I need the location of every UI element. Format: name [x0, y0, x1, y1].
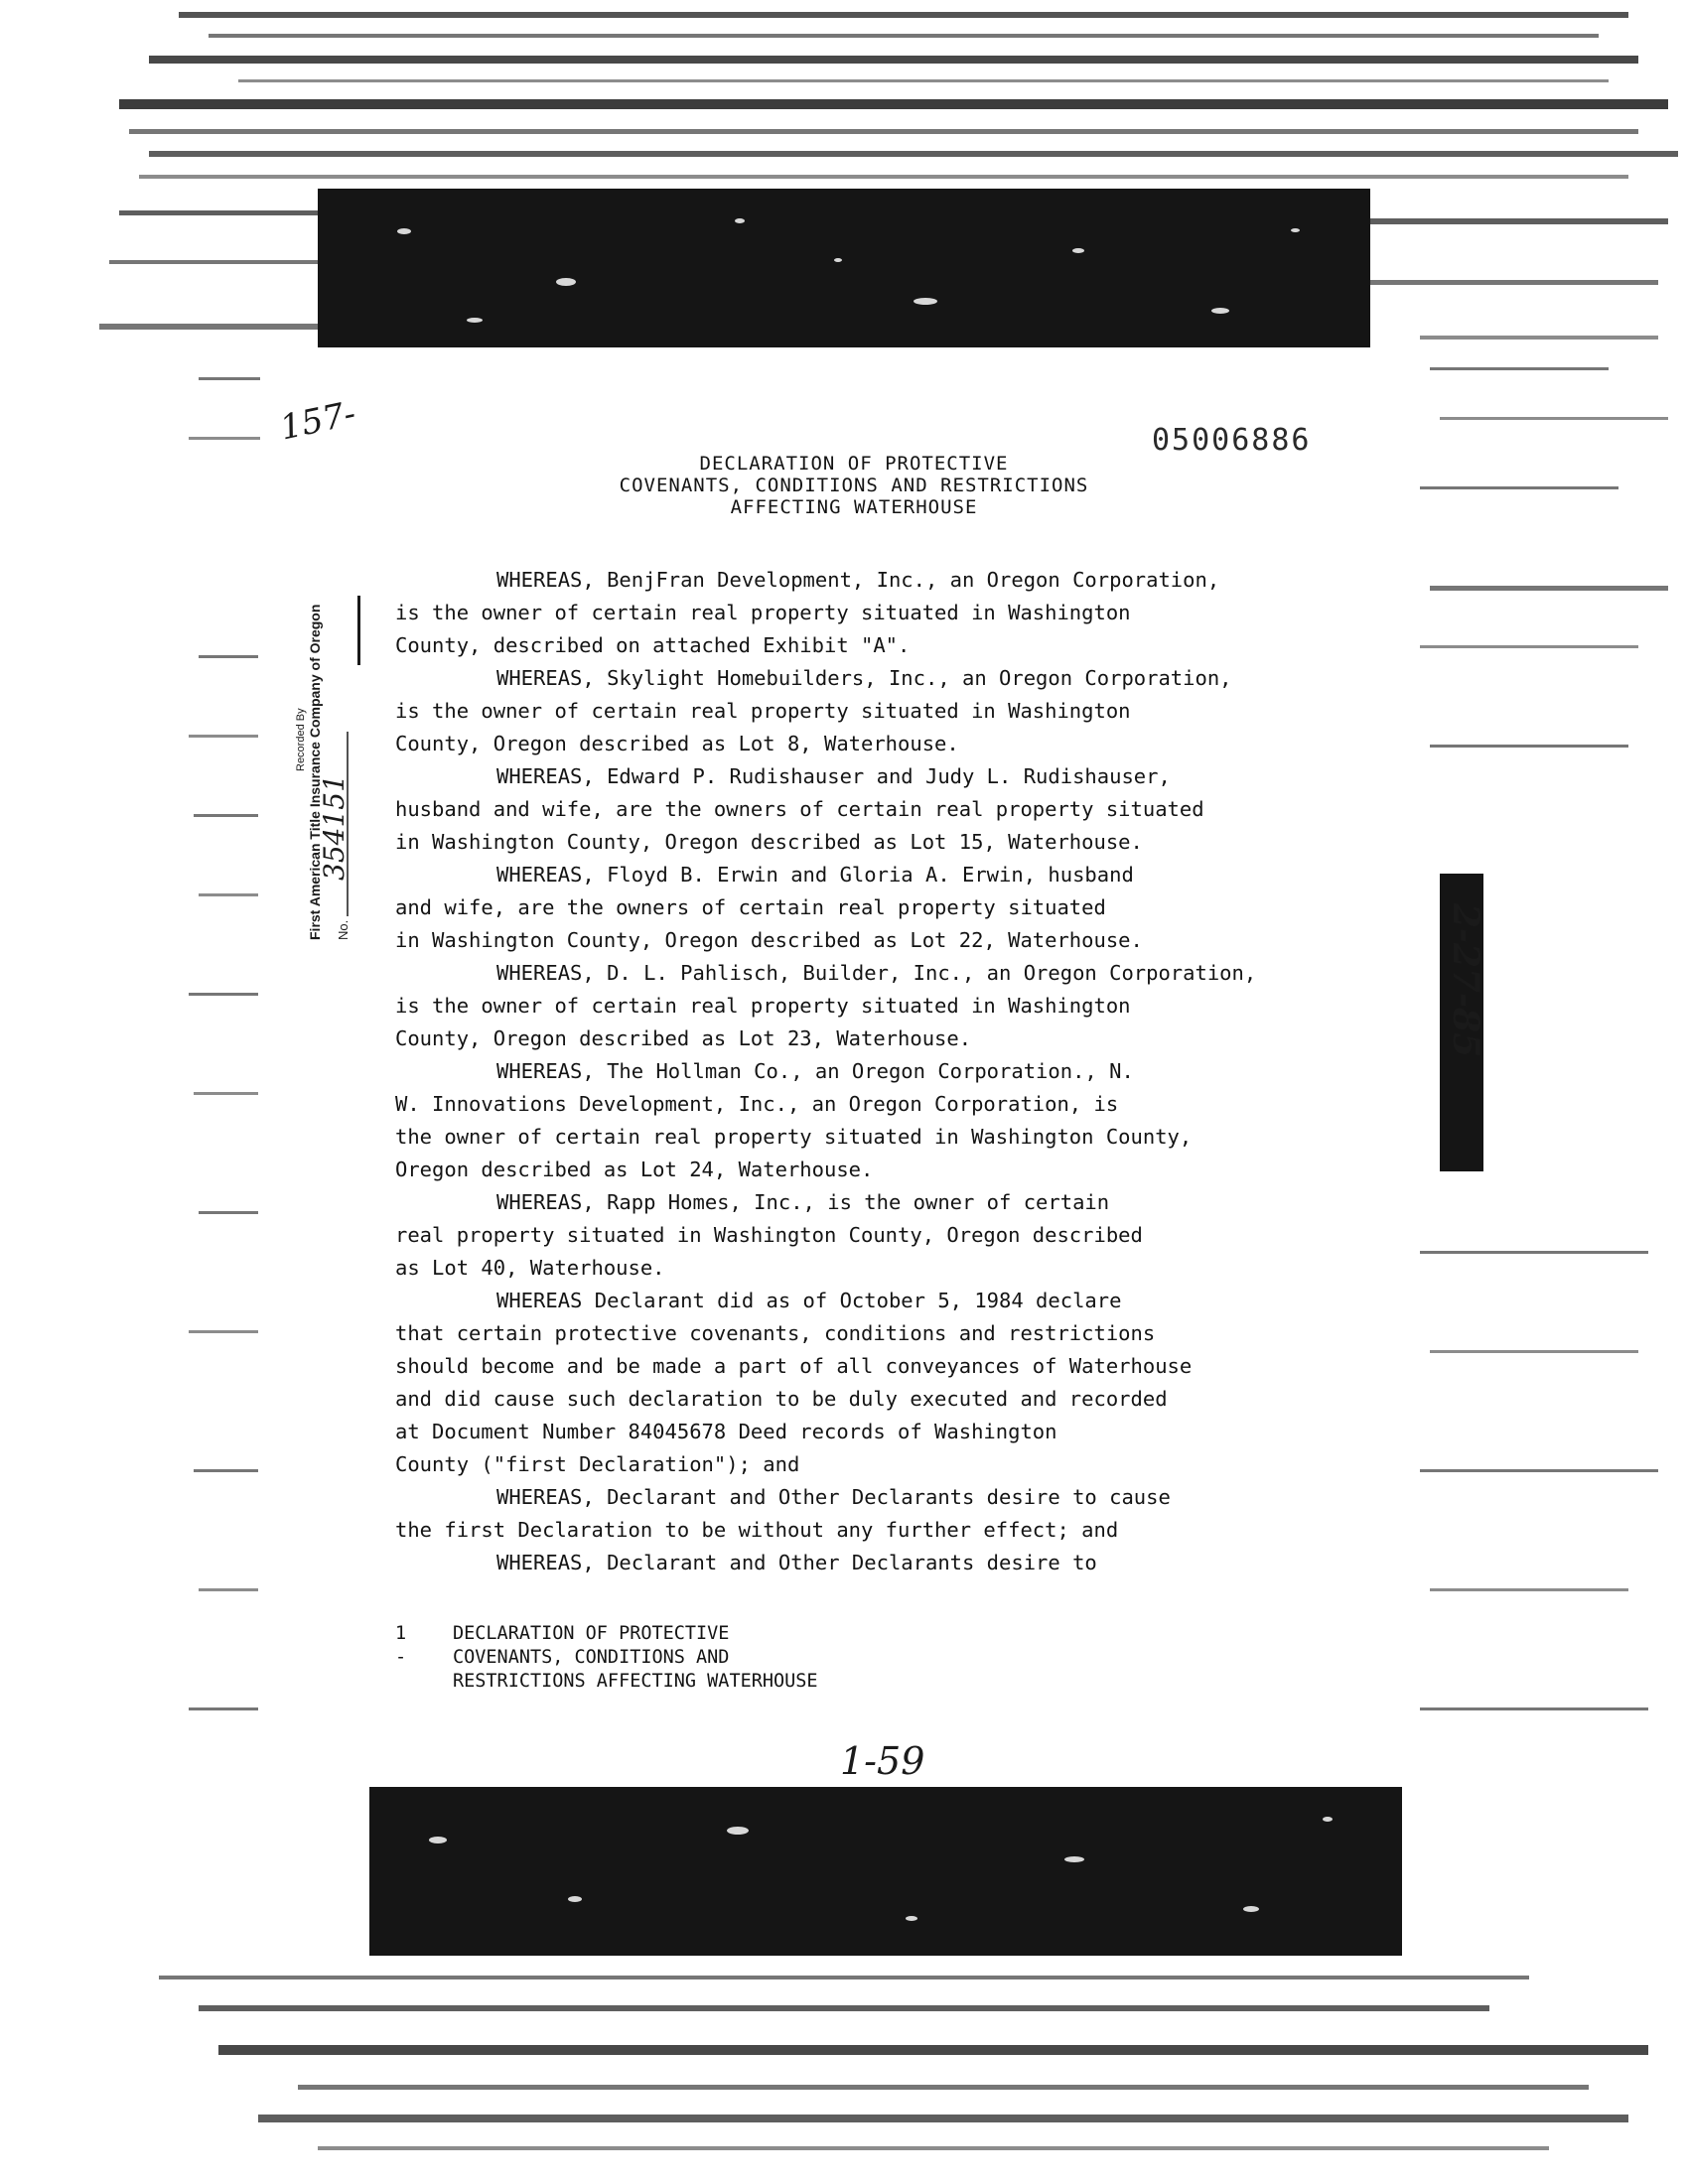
footer-line: DECLARATION OF PROTECTIVE [453, 1623, 730, 1644]
scan-noise-top [0, 0, 1688, 357]
body-line: County ("first Declaration"); and [395, 1452, 800, 1476]
stamp-company: First American Title Insurance Company of Oregon [307, 604, 323, 940]
body-line: WHEREAS, Floyd B. Erwin and Gloria A. Erwin, husband [496, 863, 1134, 887]
handwritten-date-right [1436, 893, 1495, 1132]
document-number: 05006886 [1152, 423, 1312, 458]
body-line: and did cause such declaration to be duly executed and recorded [395, 1387, 1168, 1411]
body-line: should become and be made a part of all conveyances of Waterhouse [395, 1354, 1193, 1378]
handwritten-note-bottom: 1-59 [840, 1739, 925, 1783]
page-number: 1 - [395, 1623, 407, 1668]
body-line: is the owner of certain real property situated in Washington [395, 994, 1131, 1018]
document-title [516, 453, 1192, 518]
body-line: in Washington County, Oregon described as Lot 15, Waterhouse. [395, 830, 1143, 854]
recording-stamp [286, 588, 355, 945]
footer-line: RESTRICTIONS AFFECTING WATERHOUSE [453, 1671, 818, 1692]
stamp-bracket [357, 596, 360, 665]
body-line: WHEREAS, Declarant and Other Declarants desire to [496, 1551, 1097, 1574]
body-line: the owner of certain real property situated in Washington County, [395, 1125, 1193, 1149]
body-line: at Document Number 84045678 Deed records of Washington [395, 1420, 1057, 1443]
scan-dark-band-bottom [369, 1787, 1402, 1956]
body-line: WHEREAS Declarant did as of October 5, 1984 declare [496, 1289, 1122, 1312]
body-line: that certain protective covenants, conditions and restrictions [395, 1321, 1156, 1345]
body-line: real property situated in Washington County, Oregon described [395, 1223, 1143, 1247]
title-line: AFFECTING WATERHOUSE [730, 496, 978, 518]
body-line: WHEREAS, Declarant and Other Declarants desire to cause [496, 1485, 1171, 1509]
body-line: as Lot 40, Waterhouse. [395, 1256, 665, 1280]
body-line: County, Oregon described as Lot 8, Waterhouse. [395, 732, 959, 755]
scan-noise-left [0, 357, 260, 1787]
body-line: is the owner of certain real property situated in Washington [395, 601, 1131, 624]
recording-stamp-graphic [286, 588, 355, 945]
footer-title [453, 1622, 818, 1694]
body-line: the first Declaration to be without any further effect; and [395, 1518, 1119, 1542]
body-line: W. Innovations Development, Inc., an Oregon Corporation, is [395, 1092, 1119, 1116]
body-line: is the owner of certain real property situated in Washington [395, 699, 1131, 723]
body-line: Oregon described as Lot 24, Waterhouse. [395, 1158, 874, 1181]
svg-text:2-27-85: 2-27-85 [1445, 903, 1486, 1058]
body-line: County, Oregon described as Lot 23, Waterhouse. [395, 1026, 972, 1050]
body-line: WHEREAS, The Hollman Co., an Oregon Corporation., N. [496, 1059, 1134, 1083]
body-line: WHEREAS, Edward P. Rudishauser and Judy L. Rudishauser, [496, 764, 1171, 788]
body-line: husband and wife, are the owners of certain real property situated [395, 797, 1204, 821]
body-line: WHEREAS, BenjFran Development, Inc., an Oregon Corporation, [496, 568, 1220, 592]
title-line: DECLARATION OF PROTECTIVE [699, 453, 1009, 475]
body-line: WHEREAS, D. L. Pahlisch, Builder, Inc., an Oregon Corporation, [496, 961, 1257, 985]
document-body [395, 564, 1368, 1579]
title-line: COVENANTS, CONDITIONS AND RESTRICTIONS [619, 475, 1089, 496]
stamp-no-label: No. [336, 919, 351, 940]
body-line: in Washington County, Oregon described as Lot 22, Waterhouse. [395, 928, 1143, 952]
stamp-recorded-by: Recorded By [295, 708, 307, 771]
body-line: County, described on attached Exhibit "A". [395, 633, 911, 657]
scan-noise-bottom [0, 1777, 1688, 2184]
footer-line: COVENANTS, CONDITIONS AND [453, 1647, 730, 1668]
stamp-number: 354151 [318, 774, 351, 881]
handwritten-note-top-left: 157- [276, 393, 359, 449]
body-line: WHEREAS, Rapp Homes, Inc., is the owner of certain [496, 1190, 1110, 1214]
body-line: WHEREAS, Skylight Homebuilders, Inc., an Oregon Corporation, [496, 666, 1232, 690]
body-line: and wife, are the owners of certain real property situated [395, 895, 1106, 919]
scan-dark-band-top [318, 189, 1370, 347]
